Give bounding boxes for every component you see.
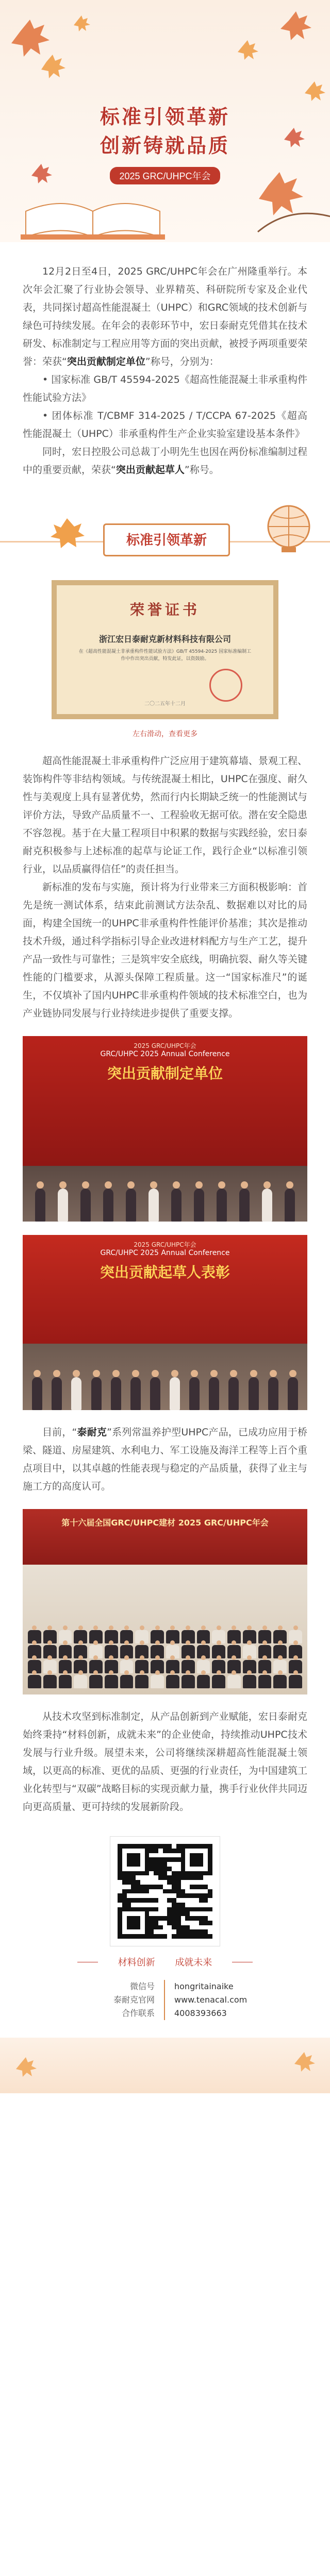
intro-section [0,263,330,479]
stage-banner-2-line-1: 2025 GRC/UHPC年会 [134,1241,196,1248]
stage-banner-line-2: GRC/UHPC 2025 Annual Conference [100,1050,230,1058]
certificate-org: 浙江宏日泰耐克新材料科技有限公司 [98,635,231,644]
swipe-caption: 左右滑动，查看更多 [133,730,197,738]
attendee-figure [105,1675,118,1688]
group-attendees [28,1555,302,1688]
drafter-recipients [23,1366,307,1410]
contact-label-phone: 合作联系 [0,2007,165,2020]
award-name-drafter: 突出贡献起草人 [116,464,185,476]
qr-code-pattern [118,1844,212,1939]
application-text: 目前，“ [42,1427,77,1438]
award-ceremony-photo-1[interactable] [23,1036,307,1222]
attendee-figure [212,1675,225,1688]
hero-banner [0,0,330,242]
application-text-end: ”系列常温养护型UHPC产品，已成功应用于桥梁、隧道、房屋建筑、水利电力、军工设施及海洋工程等上百个重点项目中，以其卓越的性能表现与稳定的产品质量，获得了业主与施工方的高度认可。 [23,1427,307,1492]
honor-certificate-image[interactable] [52,580,278,719]
footer-decoration [0,2038,330,2093]
open-book-icon [21,204,165,240]
drafter-text: 同时，宏日控股公司总裁丁小明先生也因在两份标准编制过程中的重要贡献，荣获“ [23,446,307,476]
attendee-figure [243,1675,256,1688]
attendee-figure [166,1675,179,1688]
contact-label-website: 泰耐克官网 [0,1993,165,2007]
contact-value-website[interactable]: www.tenacal.com [174,1995,248,2005]
hero-title [62,103,268,184]
slogan-right: 成就未来 [175,1957,212,1968]
attendee-figure [197,1675,210,1688]
intro-text-end: ”称号，分别为： [145,356,219,367]
attendee-figure [74,1675,87,1688]
hero-title-line-2: 创新铸就品质 [100,135,230,157]
stage-banner-1 [23,1036,307,1139]
award-ceremony-photo-2[interactable] [23,1235,307,1410]
application-paragraph [23,1423,307,1496]
standard-impact-section [0,752,330,1023]
attendee-figure [59,1675,72,1688]
stage-banner-2 [23,1235,307,1328]
certificate-text: 在《超高性能混凝土非承重构件性能试验方法》GB/T 45594-2025 国家标准编制工作中作出突出贡献，特发此证，以资鼓励。 [78,649,252,662]
application-section [0,1423,330,1496]
contact-info [0,1980,330,2020]
intro-text: 12月2日至4日，2025 GRC/UHPC年会在广州隆重举行。本次年会汇聚了行业协会领导、业界精英、科研院所专家及企业代表，共同探讨超高性能混凝土（UHPC）和GRC领域的技术创新与绿色可持续发展。在年会的表彰环节中，宏日泰耐克凭借其在技术研发、标准制定与工程应用等方面的突出贡献，被授予两项重要荣誉：荣获“ [23,266,307,367]
stage-banner-2-line-2: GRC/UHPC 2025 Annual Conference [100,1249,230,1257]
conference-badge: 2025 GRC/UHPC年会 [110,167,220,184]
leaf-icon [46,513,88,554]
award-recipients [23,1177,307,1222]
background-paragraph: 超高性能混凝土非承重构件广泛应用于建筑幕墙、景观工程、装饰构件等非结构领域。与传统混凝土相比，UHPC在强度、耐久性与美观度上具有显著优势，然而行内长期缺乏统一的性能测试与评价方法，导致产品质量不一、工程验收无据可依。潜在安全隐患不容忽视。基于在大量工程项目中积累的数据与实践经验，宏日泰耐克积极参与上述标准的起草与论证工作，践行企业“以标准引领行业，以品质赢得信任”的责任担当。 [23,755,307,875]
outlook-paragraph: 从技术攻坚到标准制定，从产品创新到产业赋能，宏日泰耐克始终秉持“材料创新，成就未来”的企业使命，持续推动UHPC技术发展与行业升级。展望未来，公司将继续深耕超高性能混凝土领域，以更高的标准、更优的品质、更强的行业责任，为中国建筑工业化转型与“双碳”战略目标的实现贡献力量，携手行业伙伴共同迈向更高质量、更可持续的发展新阶段。 [23,1711,307,1812]
footer-leaves-decoration [0,2038,330,2093]
attendee-figure [135,1675,148,1688]
certificate-title: 荣誉证书 [129,602,200,618]
attendee-figure [151,1675,164,1688]
attendee-figure [289,1675,302,1688]
attendee-figure [273,1675,287,1688]
stage-banner-2-title: 突出贡献起草人表彰 [100,1264,230,1280]
standard-bullet-1: • 国家标准 GB/T 45594-2025《超高性能混凝土非承重构件性能试验方法》 [23,374,307,403]
attendee-figure [120,1675,134,1688]
attendee-figure [43,1675,57,1688]
contact-value-phone[interactable]: 4008393663 [174,2008,227,2018]
hero-title-line-1: 标准引领革新 [100,107,230,128]
drafter-text-end: ”称号。 [184,464,219,476]
standard-bullet-2: • 团体标准 T/CBMF 314-2025 / T/CCPA 67-2025《超高性能混凝土（UHPC）非承重构件生产企业实验室建设基本条件》 [23,410,307,439]
globe-icon [258,500,320,556]
impact-paragraph: 新标准的发布与实施，预计将为行业带来三方面积极影响：首先是统一测试体系，结束此前测试方法杂乱、数据难以对比的局面，构建全国统一的UHPC非承重构件性能评价基准；其次是推动技术升级，通过科学指标引导企业改进材料配方与生产工艺，提升产品一致性与可靠性；三是筑牢安全底线，明确抗裂、耐久等关键性能的门槛要求，从源头保障工程质量。这一“国家标准尺”的诞生，不仅填补了国内UHPC非承重构件领域的技术标准空白，也为产业链协同发展与行业持续进步提供了重要支撑。 [23,882,307,1019]
stage-banner-line-1: 2025 GRC/UHPC年会 [134,1042,196,1049]
brand-name: 泰耐克 [77,1427,107,1438]
red-seal-icon [209,669,242,702]
attendee-figure [258,1675,272,1688]
attendee-figure [89,1675,103,1688]
award-name-unit: 突出贡献制定单位 [67,356,145,367]
slogan-left: 材料创新 [118,1957,155,1968]
contact-value-wechat[interactable]: hongritainaike [174,1981,234,1991]
group-photo[interactable] [23,1509,307,1694]
attendee-figure [182,1675,195,1688]
group-photo-banner: 第十六届全国GRC/UHPC建材 2025 GRC/UHPC年会 [61,1518,269,1528]
section-tag: 标准引领革新 [103,523,230,556]
certificate-date: 二〇二五年十二月 [144,701,186,707]
attendee-figure [227,1675,241,1688]
wechat-qr-code[interactable] [110,1837,220,1946]
contact-label-wechat: 微信号 [0,1980,165,1993]
section-header [0,495,330,567]
intro-paragraph [23,263,307,371]
drafter-paragraph [23,443,307,479]
footer-slogan [77,1955,253,1969]
stage-banner-title: 突出贡献制定单位 [107,1065,223,1081]
attendee-figure [28,1675,41,1688]
outlook-section [0,1708,330,1816]
